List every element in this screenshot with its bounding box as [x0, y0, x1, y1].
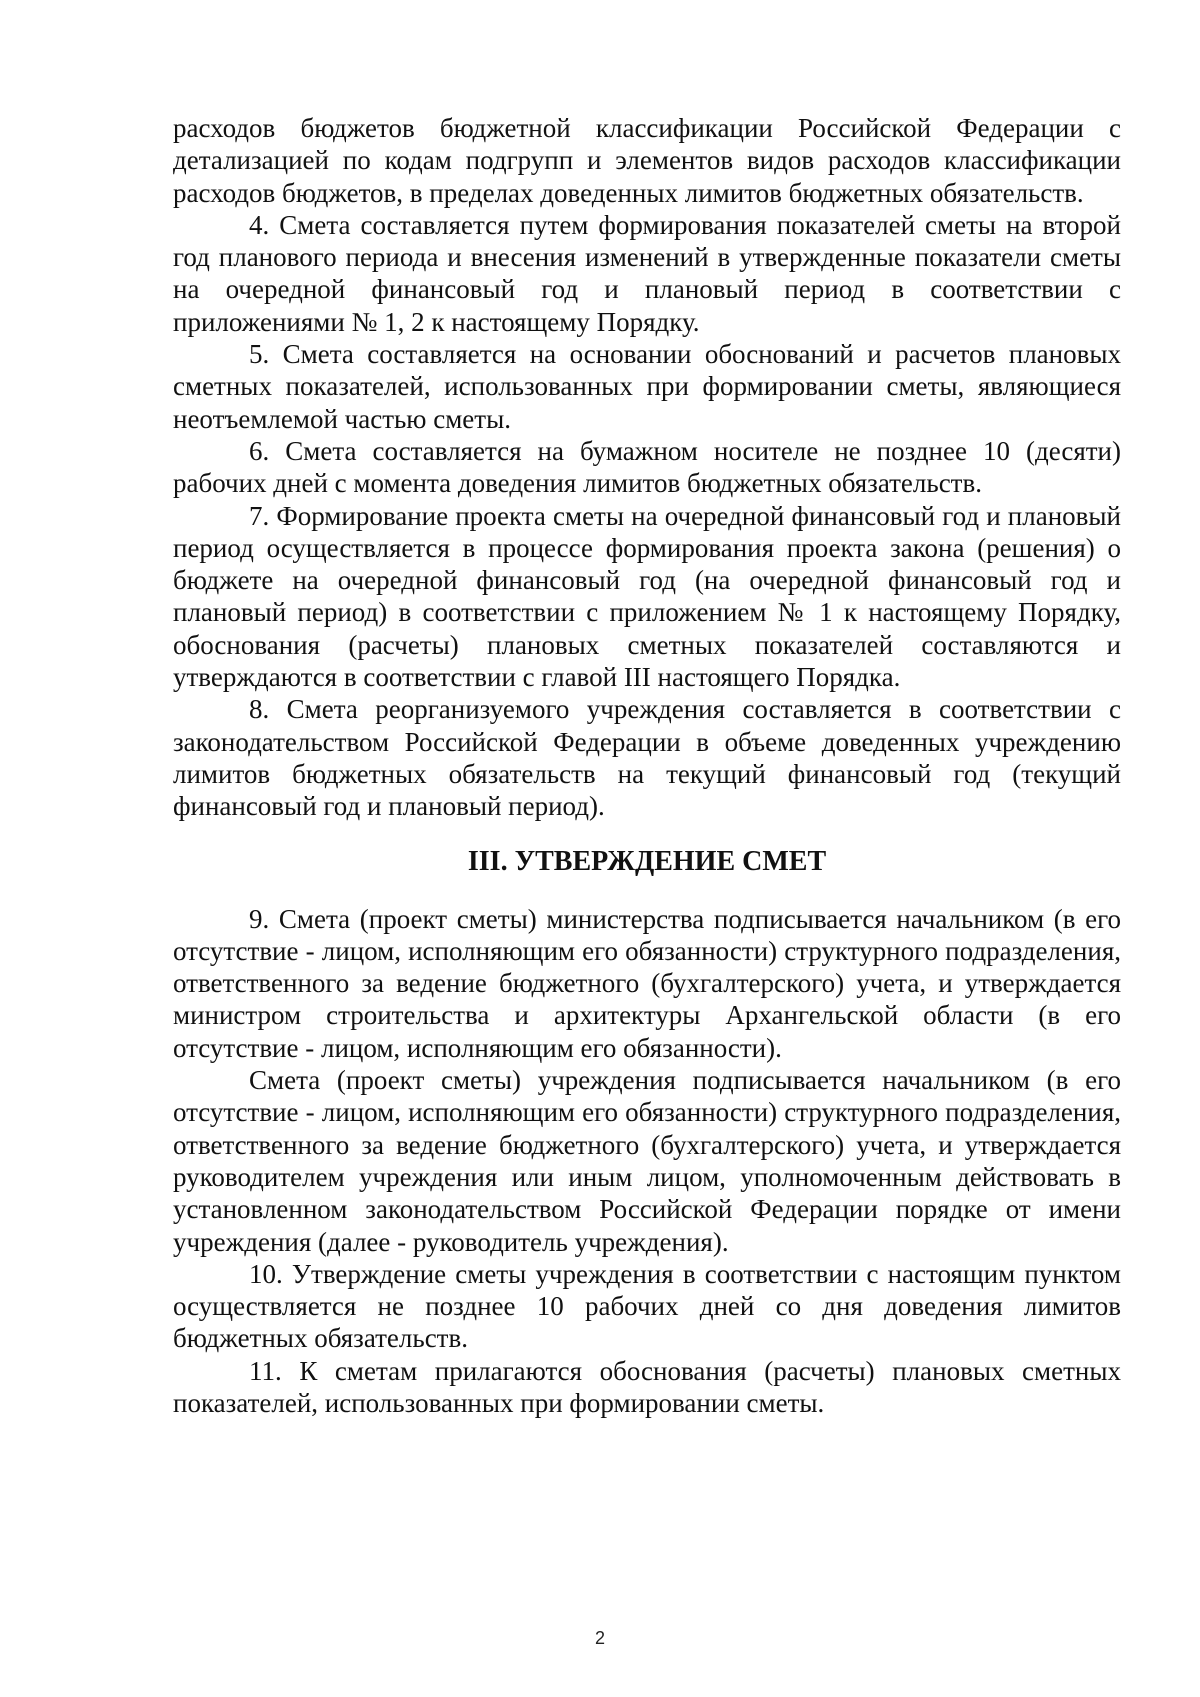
paragraph-item-11: 11. К сметам прилагаются обоснования (расчеты) плановых сметных показателей, использованных при формировании сметы. — [173, 1355, 1121, 1418]
page-content — [173, 112, 1121, 1419]
paragraph-item-9-continued: Смета (проект сметы) учреждения подписывается начальником (в его отсутствие - лицом, исполняющим его обязанности) структурного подразделения, ответственного за ведение бюджетного (бухгалтерского) учета, и утверждается руководителем учреждения или иным лицом, уполномоченным действовать в установленном законодательством Российской Федерации порядке от имени учреждения (далее - руководитель учреждения). — [173, 1065, 1121, 1257]
paragraph-item-6: 6. Смета составляется на бумажном носителе не позднее 10 (десяти) рабочих дней с момента доведения лимитов бюджетных обязательств. — [173, 435, 1121, 499]
page-number: 2 — [594, 1628, 605, 1648]
paragraph-item-9: 9. Смета (проект сметы) министерства подписывается начальником (в его отсутствие - лицом, исполняющим его обязанности) структурного подразделения, ответственного за ведение бюджетного (бухгалтерского) учета, и утверждается министром строительства и архитектуры Архангельской области (в его отсутствие - лицом, исполняющим его обязанности). — [173, 903, 1121, 1063]
paragraph-item-10: 10. Утверждение сметы учреждения в соответствии с настоящим пунктом осуществляется не позднее 10 рабочих дней со дня доведения лимитов бюджетных обязательств. — [173, 1258, 1121, 1354]
section-heading: III. УТВЕРЖДЕНИЕ СМЕТ — [467, 845, 827, 877]
paragraph-item-7: 7. Формирование проекта сметы на очередной финансовый год и плановый период осуществляется в процессе формирования проекта закона (решения) о бюджете на очередной финансовый год (на очередной финансовый год и плановый период) в соответствии с приложением № 1 к настоящему Порядку, обоснования (расчеты) плановых сметных показателей составляются и утверждаются в соответствии с главой III настоящего Порядка. — [173, 500, 1121, 693]
paragraph-item-4: 4. Смета составляется путем формирования показателей сметы на второй год планового периода и внесения изменений в утвержденные показатели сметы на очередной финансовый год и плановый период в соответствии с приложениями № 1, 2 к настоящему Порядку. — [173, 209, 1121, 337]
paragraph-item-5: 5. Смета составляется на основании обоснований и расчетов плановых сметных показателей, использованных при формировании сметы, являющиеся неотъемлемой частью сметы. — [173, 339, 1121, 434]
paragraph-item-8: 8. Смета реорганизуемого учреждения составляется в соответствии с законодательством Российской Федерации в объеме доведенных учреждению лимитов бюджетных обязательств на текущий финансовый год (текущий финансовый год и плановый период). — [173, 694, 1121, 822]
paragraph-continuation: расходов бюджетов бюджетной классификации Российской Федерации с детализацией по кодам подгрупп и элементов видов расходов классификации расходов бюджетов, в пределах доведенных лимитов бюджетных обязательств. — [173, 113, 1121, 208]
